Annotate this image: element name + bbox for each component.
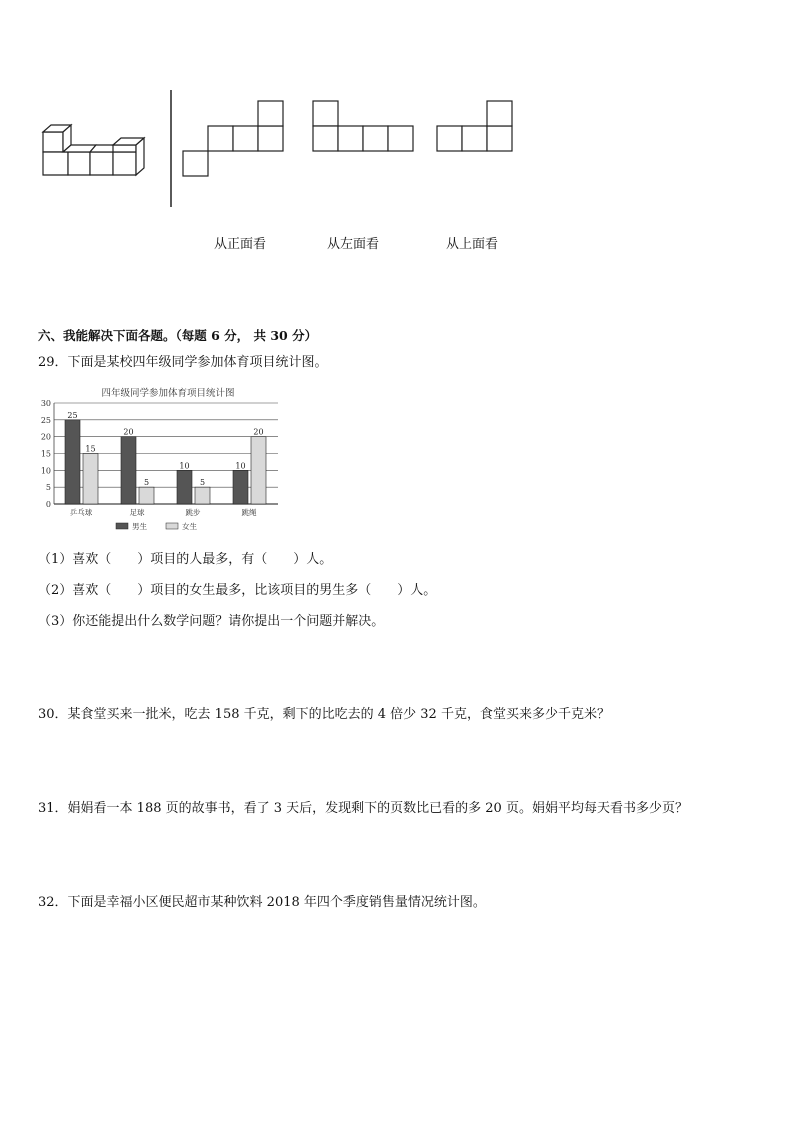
bar-男生 bbox=[177, 470, 192, 504]
x-category-label: 乒乓球 bbox=[69, 508, 93, 517]
bar-value-label: 10 bbox=[235, 461, 246, 471]
left-view-drawing bbox=[313, 101, 413, 151]
bar-value-label: 25 bbox=[67, 410, 78, 420]
label-front-view: 从正面看 bbox=[214, 237, 267, 252]
legend-swatch bbox=[166, 523, 178, 529]
x-category-label: 跳绳 bbox=[241, 508, 257, 517]
y-tick-label: 20 bbox=[40, 432, 51, 442]
bar-value-label: 20 bbox=[123, 427, 134, 437]
y-tick-label: 15 bbox=[40, 449, 51, 459]
bar-男生 bbox=[65, 420, 80, 504]
bar-女生 bbox=[195, 487, 210, 504]
bar-男生 bbox=[233, 470, 248, 504]
question-29-part-1: （1）喜欢（ ）项目的人最多，有（ ）人。 bbox=[38, 552, 333, 567]
legend-swatch bbox=[116, 523, 128, 529]
label-left-view: 从左面看 bbox=[327, 237, 380, 252]
legend-label: 男生 bbox=[132, 522, 147, 531]
bar-男生 bbox=[121, 437, 136, 504]
front-view-drawing bbox=[183, 101, 283, 176]
bar-value-label: 5 bbox=[143, 478, 150, 488]
question-29: 29．下面是某校四年级同学参加体育项目统计图。 bbox=[38, 355, 328, 370]
cube-views-figure bbox=[30, 85, 530, 215]
y-tick-label: 30 bbox=[40, 399, 51, 408]
y-tick-label: 5 bbox=[45, 483, 51, 493]
bar-女生 bbox=[139, 487, 154, 504]
bar-value-label: 5 bbox=[199, 478, 206, 488]
y-tick-label: 25 bbox=[40, 415, 51, 425]
bar-女生 bbox=[83, 454, 98, 505]
cube-stack-drawing bbox=[43, 125, 144, 175]
top-view-drawing bbox=[437, 101, 512, 151]
y-tick-label: 10 bbox=[40, 466, 51, 476]
question-30: 30．某食堂买来一批米，吃去 158 千克，剩下的比吃去的 4 倍少 32 千克，食堂买来多少千克米？ bbox=[38, 707, 610, 722]
question-32: 32．下面是幸福小区便民超市某种饮料 2018 年四个季度销售量情况统计图。 bbox=[38, 895, 486, 910]
bar-value-label: 20 bbox=[253, 427, 264, 437]
x-category-label: 足球 bbox=[129, 508, 145, 517]
question-29-part-2: （2）喜欢（ ）项目的女生最多，比该项目的男生多（ ）人。 bbox=[38, 583, 437, 598]
y-tick-label: 0 bbox=[45, 500, 51, 509]
bar-女生 bbox=[251, 437, 266, 504]
section-heading: 六、我能解决下面各题。（每题 6 分， 共 30 分） bbox=[38, 328, 318, 343]
legend-label: 女生 bbox=[182, 522, 197, 531]
question-29-part-3: （3）你还能提出什么数学问题？请你提出一个问题并解决。 bbox=[38, 614, 385, 629]
sports-bar-chart bbox=[38, 383, 283, 535]
label-top-view: 从上面看 bbox=[446, 237, 499, 252]
bar-value-label: 10 bbox=[179, 461, 190, 471]
question-31: 31．娟娟看一本 188 页的故事书，看了 3 天后，发现剩下的页数比已看的多 20 页。娟娟平均每天看书多少页？ bbox=[38, 801, 688, 816]
bar-value-label: 15 bbox=[85, 444, 96, 454]
chart-title: 四年级同学参加体育项目统计图 bbox=[101, 388, 235, 399]
x-category-label: 跳步 bbox=[185, 508, 201, 517]
